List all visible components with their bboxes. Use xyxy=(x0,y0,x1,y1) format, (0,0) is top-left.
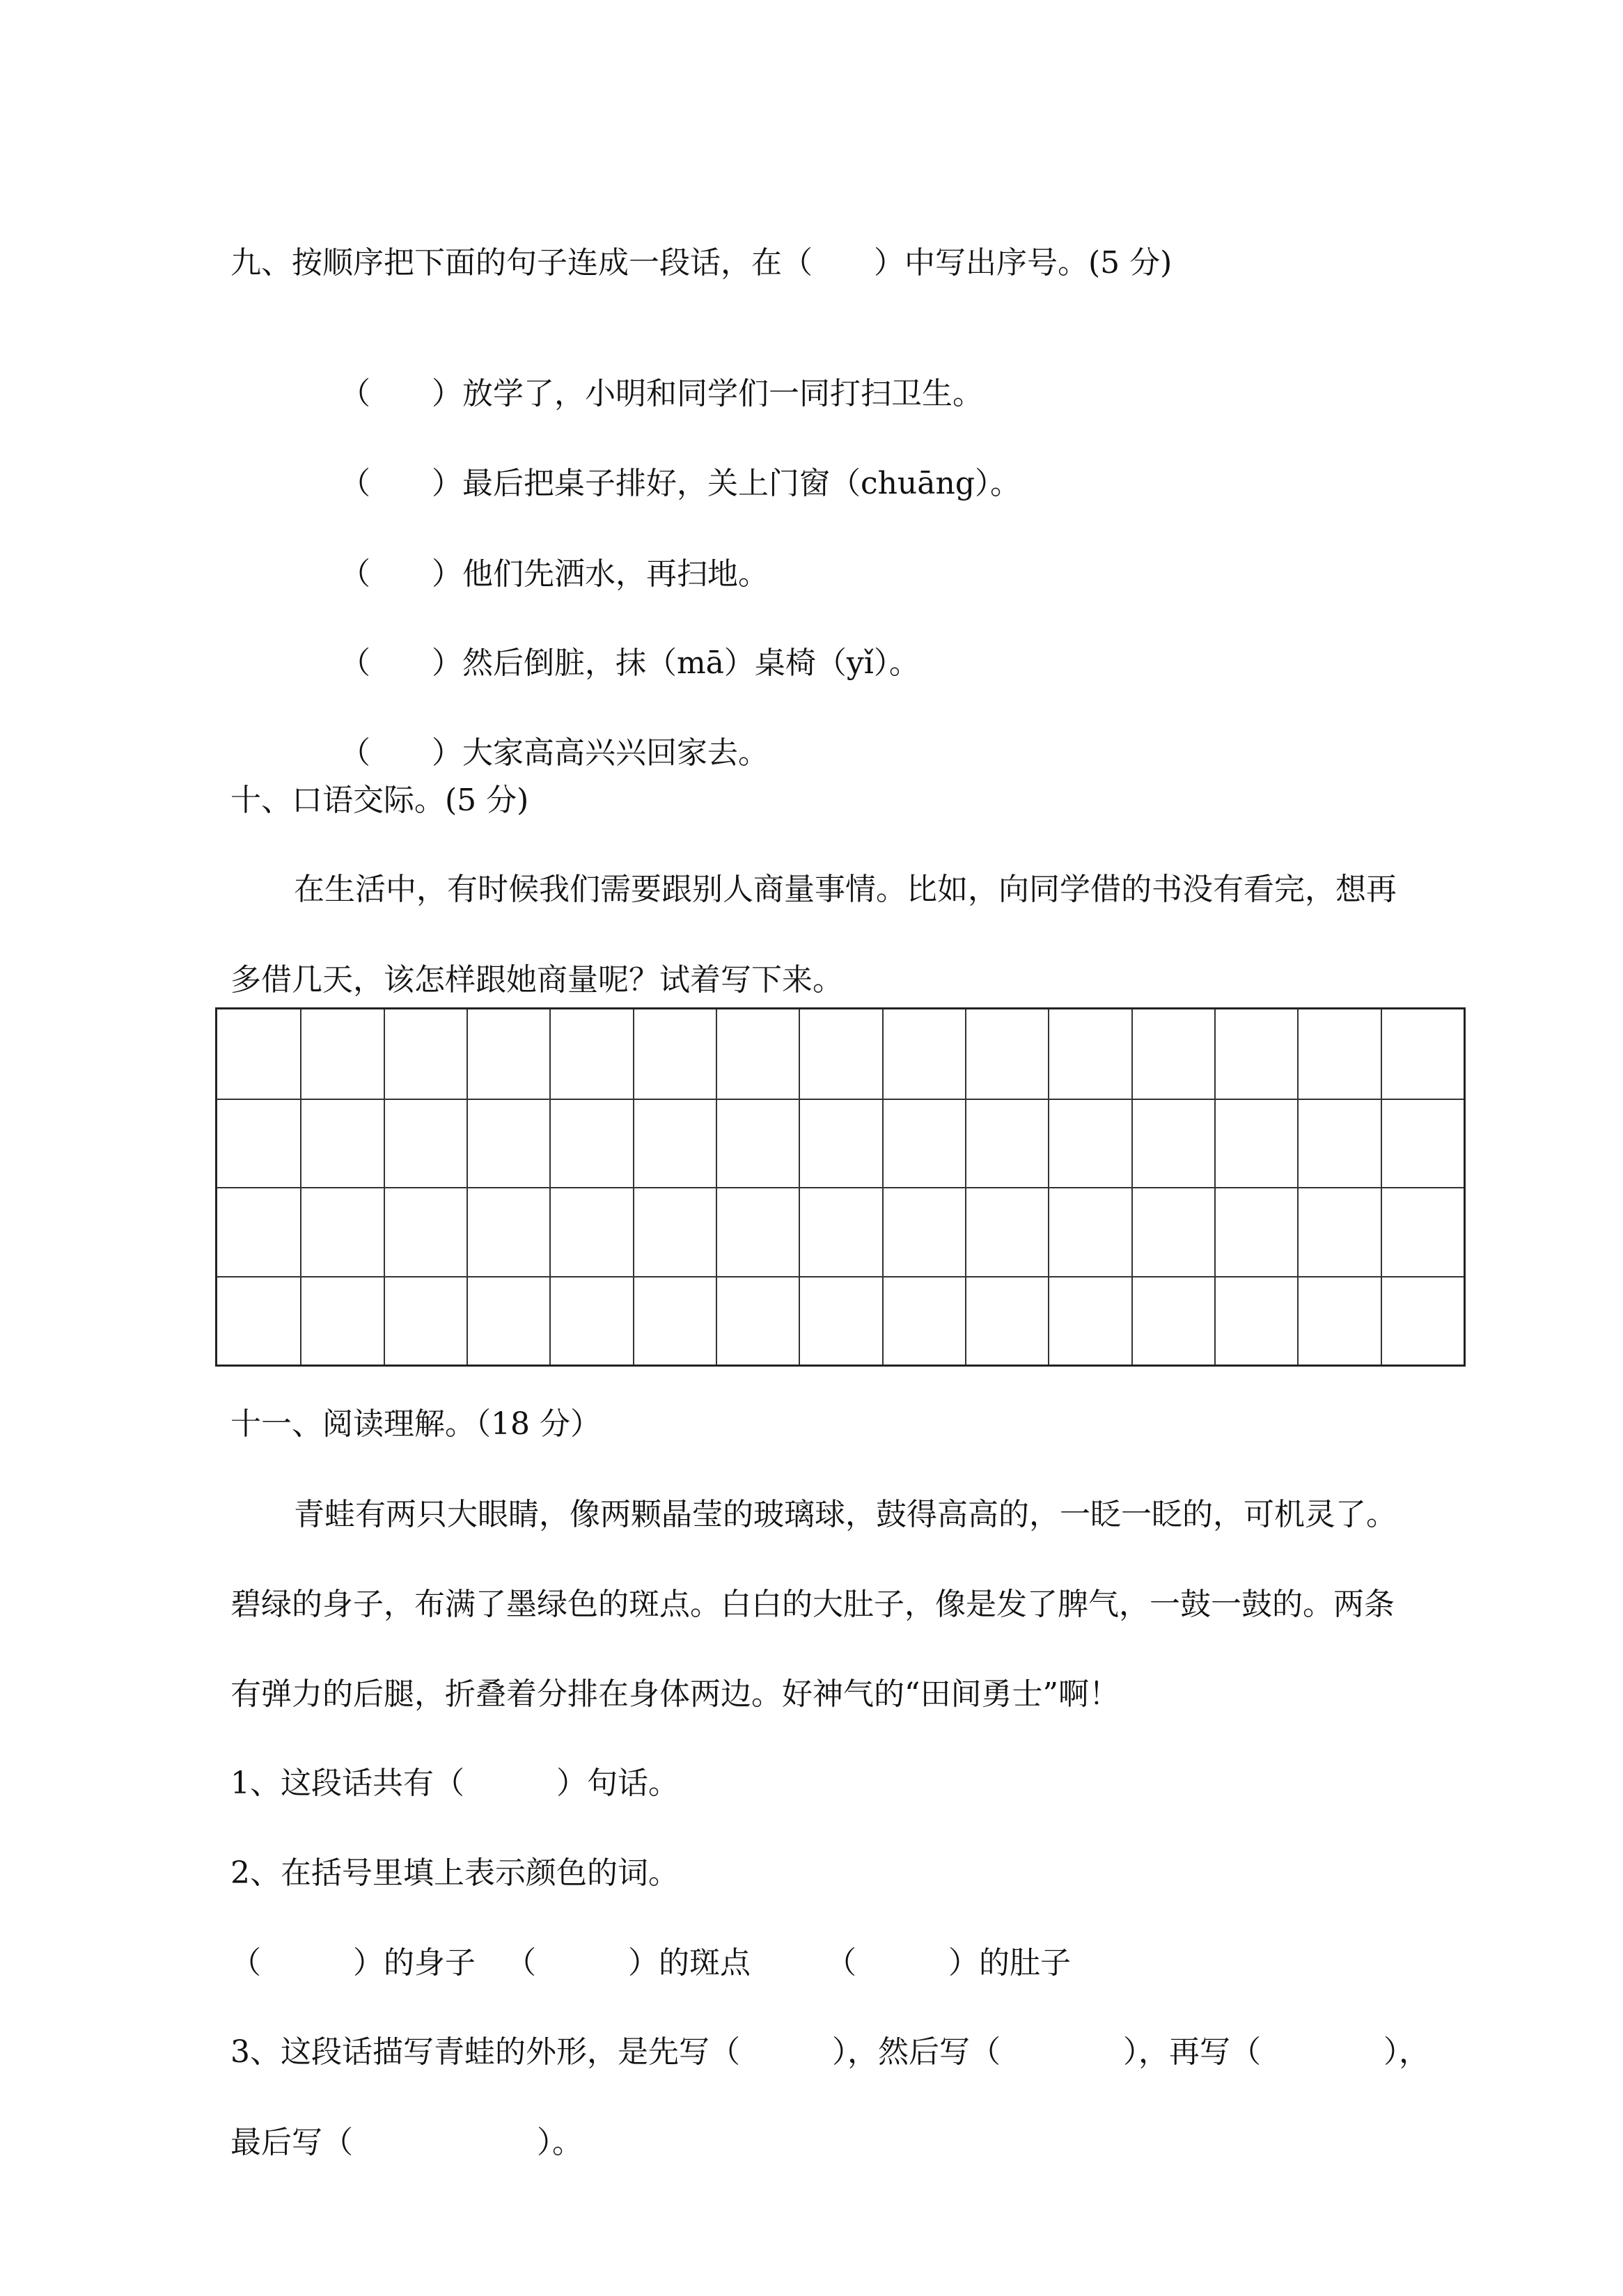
list-item xyxy=(301,421,1021,501)
color-blank-3[interactable]: （ ）的肚子 xyxy=(826,1945,1071,1981)
list-item xyxy=(301,512,769,592)
question-2: 2、在括号里填上表示颜色的词。 xyxy=(230,1855,679,1891)
list-item xyxy=(301,691,769,771)
order-blank[interactable]: （ ） xyxy=(339,645,462,681)
order-blank[interactable]: （ ） xyxy=(339,466,462,501)
order-blank[interactable]: （ ） xyxy=(339,376,462,411)
writing-grid[interactable] xyxy=(215,1007,1466,1367)
section11-title: 十一、阅读理解。（18 分） xyxy=(230,1406,601,1442)
list-item xyxy=(301,331,983,411)
section10-prompt-line1: 在生活中，有时候我们需要跟别人商量事情。比如，向同学借的书没有看完，想再 xyxy=(294,872,1397,907)
passage-line: 有弹力的后腿，折叠着分排在身体两边。好神气的“田间勇士”啊！ xyxy=(230,1676,1120,1712)
order-blank[interactable]: （ ） xyxy=(339,735,462,771)
order-blank[interactable]: （ ） xyxy=(339,556,462,592)
sentence-text: 放学了，小明和同学们一同打扫卫生。 xyxy=(462,376,983,411)
passage-line: 青蛙有两只大眼睛，像两颗晶莹的玻璃球，鼓得高高的，一眨一眨的，可机灵了。 xyxy=(294,1497,1397,1532)
sentence-text: 然后倒脏，抹（mā）桌椅（yǐ）。 xyxy=(462,645,920,681)
question-3: 3、这段话描写青蛙的外形，是先写（ ），然后写（ ），再写（ ）， xyxy=(230,2034,1429,2070)
color-blank-1[interactable]: （ ）的身子 xyxy=(230,1945,476,1981)
passage-line: 碧绿的身子，布满了墨绿色的斑点。白白的大肚子，像是发了脾气，一鼓一鼓的。两条 xyxy=(230,1587,1395,1622)
question-3-line2: 最后写（ ）。 xyxy=(230,2125,583,2160)
section10-title: 十、口语交际。(5 分) xyxy=(230,783,529,818)
section9-title: 九、按顺序把下面的句子连成一段话，在（ ）中写出序号。(5 分) xyxy=(230,245,1173,281)
color-blank-2[interactable]: （ ）的斑点 xyxy=(505,1945,751,1981)
grid-row-line xyxy=(217,1099,1464,1100)
sentence-text: 大家高高兴兴回家去。 xyxy=(462,735,769,771)
question-1: 1、这段话共有（ ）句话。 xyxy=(230,1766,679,1801)
sentence-text: 最后把桌子排好，关上门窗（chuāng）。 xyxy=(462,466,1021,501)
section10-prompt-line2: 多借几天，该怎样跟她商量呢？试着写下来。 xyxy=(230,962,843,998)
grid-row-line xyxy=(217,1276,1464,1277)
list-item xyxy=(301,601,920,681)
grid-row-line xyxy=(217,1187,1464,1188)
sentence-text: 他们先洒水，再扫地。 xyxy=(462,556,769,592)
